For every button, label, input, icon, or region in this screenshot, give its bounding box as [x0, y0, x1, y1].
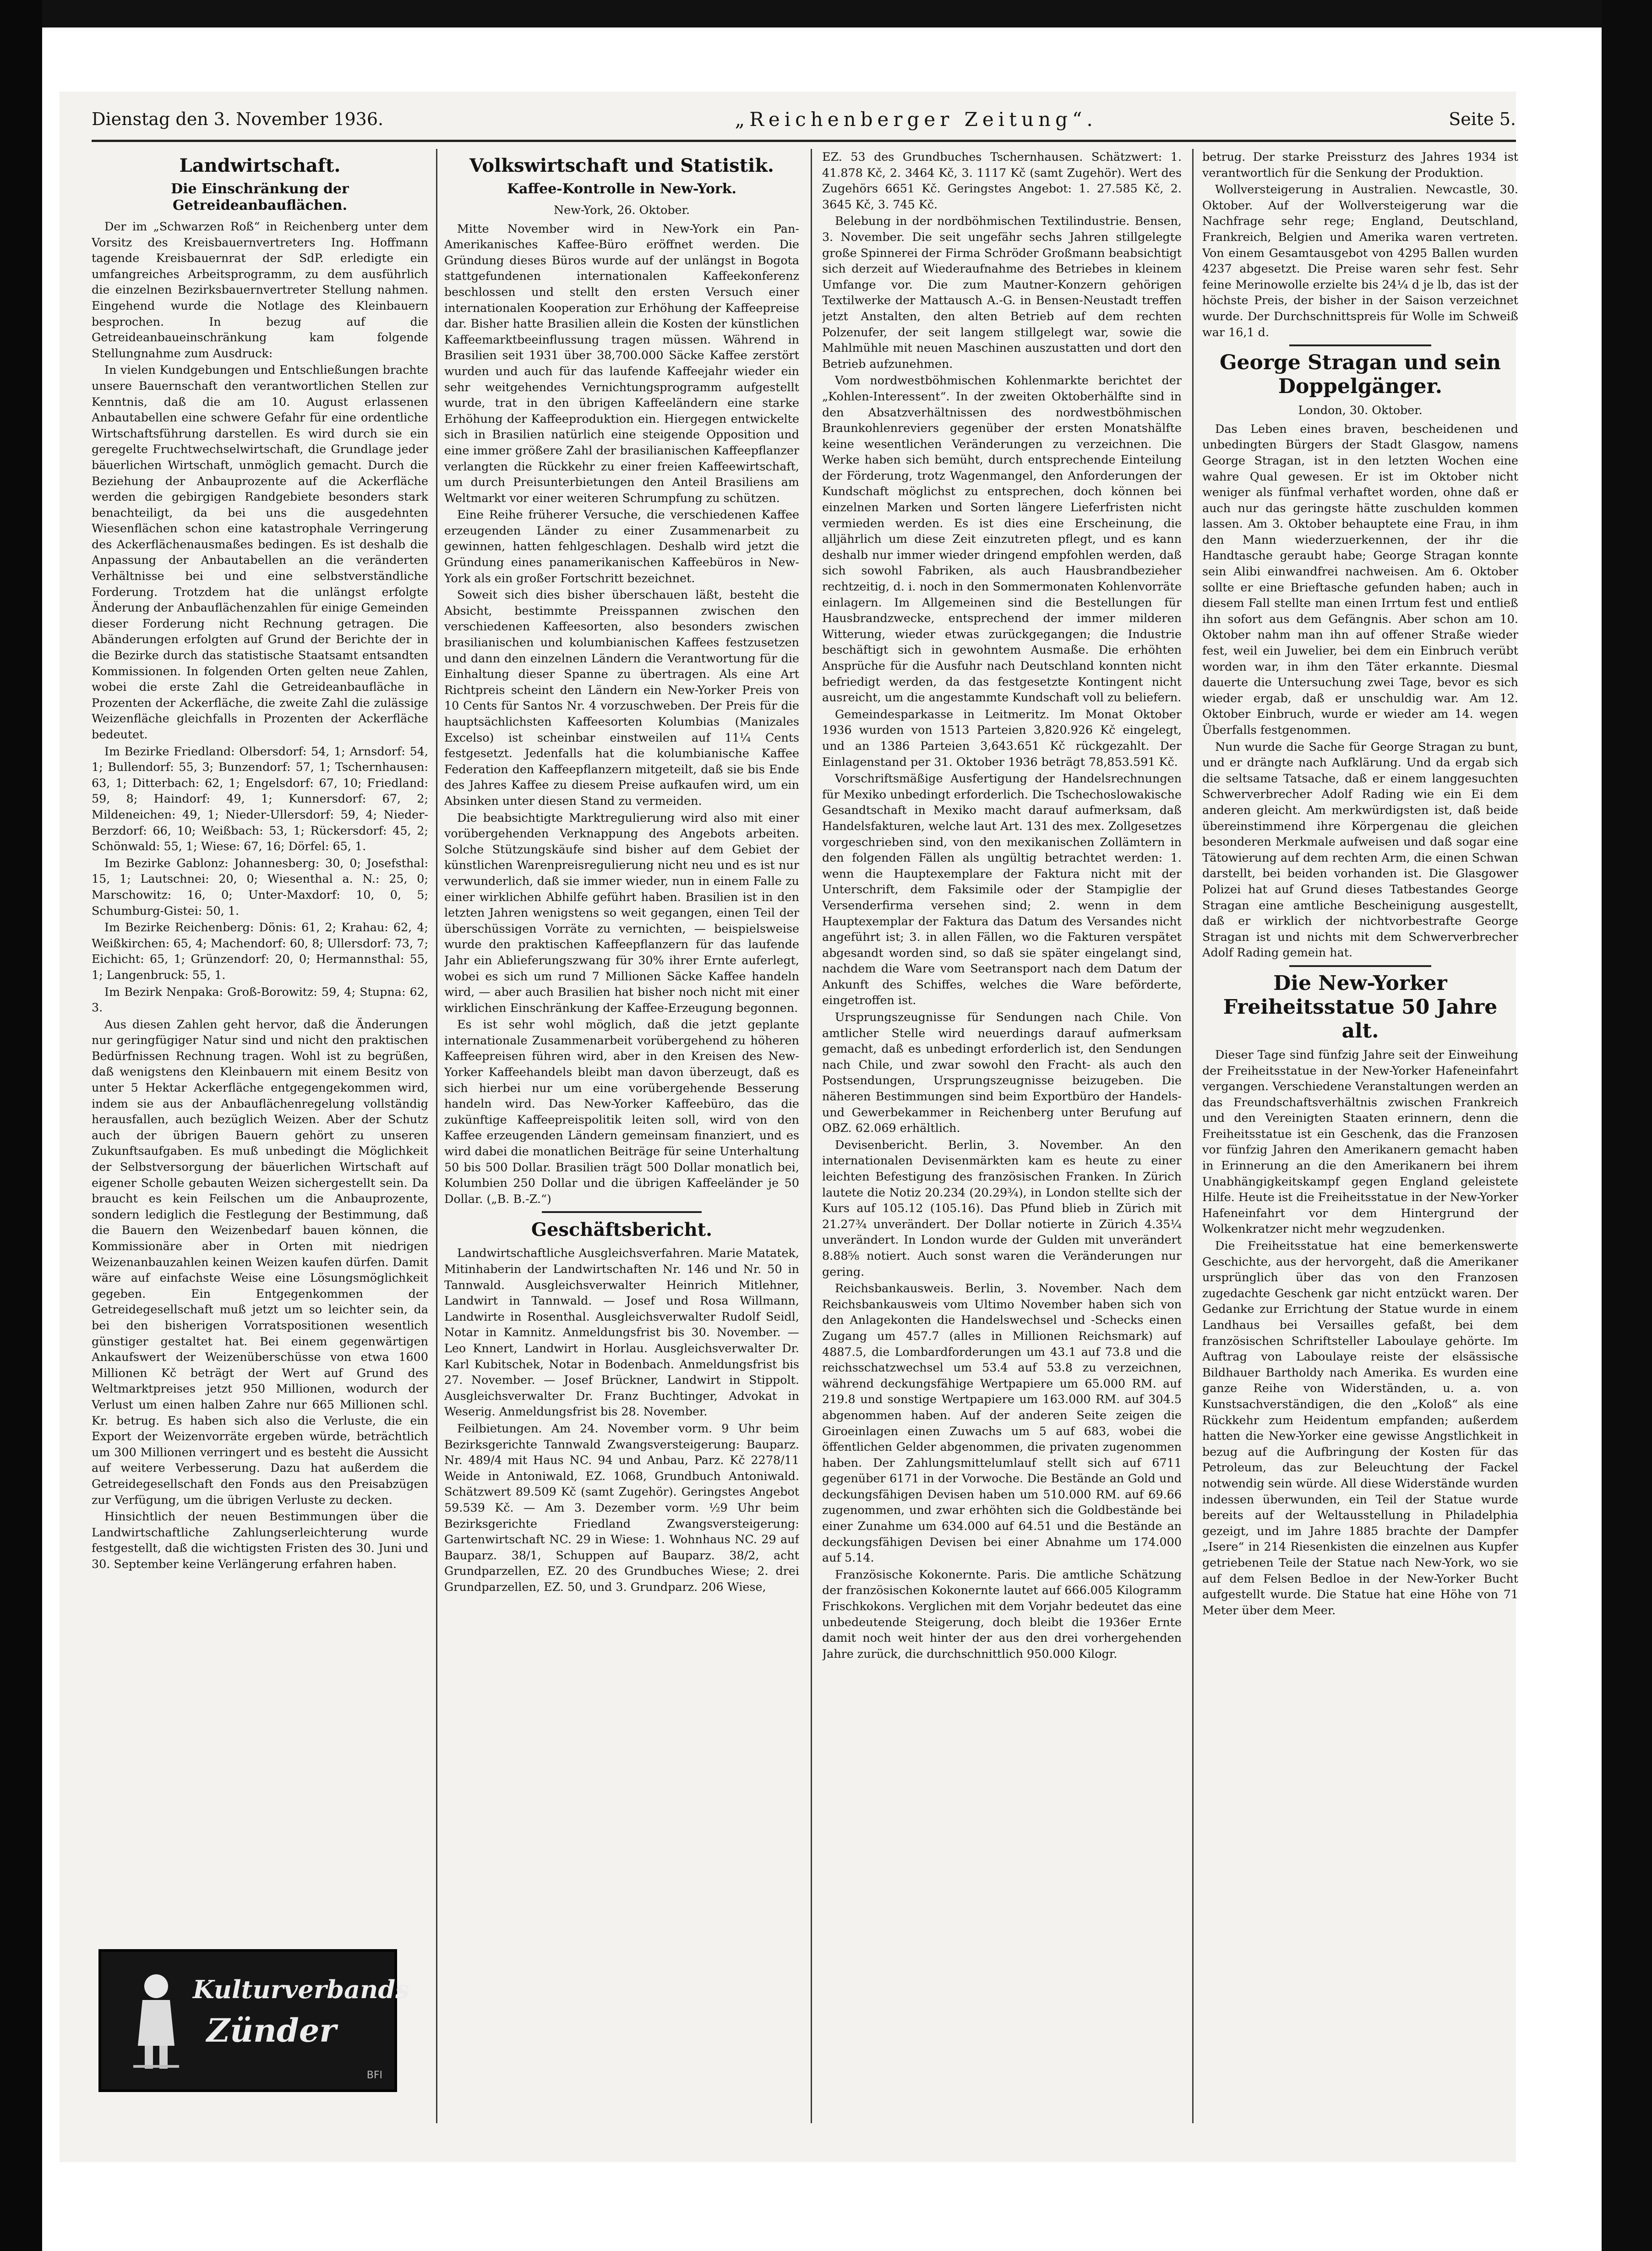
notice-paragraph: Feilbietungen. Am 24. November vorm. 9 Uhr beim Bezirksgerichte Tannwald Zwangsversteigerung: Bauparz. Nr. 489/4 mit Haus NC. 94 und Anbau, Parz. Kč 2278/11 Weide in Antoniwald, EZ. 1068, Grundbuch Antoniwald. Schätzwert 89.509 Kč (samt Zugehör). Geringstes Angebot 59.539 Kč. — Am 3. Dezember vorm. ½9 Uhr beim Bezirksgerichte Friedland Zwangsversteigerung: Gartenwirtschaft NC. 29 in Wiese: 1. Wohnhaus NC. 29 auf Bauparz. 38/1, Schuppen auf Bauparz. 38/2, acht Grundparzellen, EZ. 20 des Grundbuches Wiese; 2. drei Grundparzellen, EZ. 50, und 3. Grundparz. 206 Wiese,	[444, 1421, 799, 1594]
advertisement-kulturverbands-zuender	[98, 1949, 409, 2092]
article-paragraph: Mitte November wird in New-York ein Pan-Amerikanisches Kaffee-Büro eröffnet werden. Die Gründung dieses Büros wurde auf der unlängst in Bogota stattgefundenen internationalen Kaffeekonferenz beschlossen und stellt den ersten Versuch einer internationalen Kooperation zur Erhöhung der Kaffeepreise dar. Bisher hatte Brasilien allein die Kosten der künstlichen Kaffeemarktbeeinflussung tragen müssen. Während in Brasilien seit 1931 über 38,700.000 Säcke Kaffee zerstört wurden und auch für das laufende Kaffeejahr wieder ein sehr weitgehendes Vernichtungsprogramm aufgestellt wurde, trat in den übrigen Kaffeeländern eine starke Erhöhung der Kaffeeproduktion ein. Hiergegen entwickelte sich in Brasilien natürlich eine steigende Opposition und eine immer größere Zahl der brasilianischen Kaffeepflanzer verlangten die Rückkehr zu einer freien Kaffeewirtschaft, um durch Preisunterbietungen den Anteil Brasiliens am Weltmarkt vor einer weiteren Schrumpfung zu schützen.	[444, 221, 799, 505]
article-paragraph: Der im „Schwarzen Roß“ in Reichenberg unter dem Vorsitz des Kreisbauernvertreters Ing. Hoffmann tagende Kreisbauernrat der SdP. erledigte ein umfangreiches Arbeitsprogramm, zu dem ausführlich die einzelnen Bezirksbauernvertreter Stellung nahmen. Eingehend wurde die Notlage des Kleinbauern besprochen. In bezug auf die Getreideanbaueinschränkung kam folgende Stellungnahme zum Ausdruck:	[92, 219, 428, 360]
header-page-number: Seite 5.	[1449, 109, 1516, 129]
header-masthead: „Reichenberger Zeitung“.	[735, 108, 1097, 131]
column-agriculture	[92, 149, 428, 2174]
article-paragraph: Die beabsichtigte Marktregulierung wird also mit einer vorübergehenden Verknappung des Angebots arbeiten. Solche Stützungskäufe sind bisher auf dem Gebiet der künstlichen Warenpreisregulierung nicht neu und es ist nur verwunderlich, daß sie immer wieder, nun in einem Falle zu einer wirklichen Abhilfe geführt haben. Brasilien ist in den letzten Jahren wenigstens so weit gegangen, einen Teil der überschüssigen Vorräte zu vernichten, — beispielsweise wurde den praktischen Kaffeepflanzern für das laufende Jahr ein Ablieferungszwang für 30% ihrer Ernte auferlegt, wobei es sich um rund 7 Millionen Säcke Kaffee handeln wird, — aber auch Brasilien hat bisher noch nicht mit einer wirklichen Einschränkung der Kaffee-Erzeugung begonnen.	[444, 810, 799, 1015]
article-paragraph: Im Bezirke Friedland: Olbersdorf: 54, 1; Arnsdorf: 54, 1; Bullendorf: 55, 3; Bunzendorf: 57, 1; Tschernhausen: 63, 1; Ditterbach: 62, 1; Engelsdorf: 67, 10; Friedland: 59, 8; Haindorf: 49, 1; Kunnersdorf: 67, 2; Mildeneichen: 49, 1; Nieder-Ullersdorf: 59, 4; Nieder-Berzdorf: 66, 10; Weißbach: 53, 1; Rückersdorf: 45, 2; Schönwald: 55, 1; Wiese: 67, 16; Dörfel: 65, 1.	[92, 744, 428, 853]
section-divider	[1289, 344, 1432, 346]
notice-paragraph: Belebung in der nordböhmischen Textilindustrie. Bensen, 3. November. Die seit ungefähr sechs Jahren stillgelegte große Spinnerei der Firma Schröder Großmann beabsichtigt sich derzeit auf Wiederaufnahme des Betriebes in kleinem Umfange vor. Die zum Mautner-Konzern gehörigen Textilwerke der Mattausch A.-G. in Bensen-Neustadt treffen jetzt Anstalten, den alten Betrieb auf dem rechten Polzenufer, der seit langem stillgelegt war, sowie die Mahlmühle mit neuen Maschinen auszustatten und dort den Betrieb aufzunehmen.	[822, 214, 1182, 371]
article-title: Die New-Yorker Freiheitsstatue 50 Jahre alt.	[1223, 971, 1498, 1043]
article-paragraph: Im Bezirk Nenpaka: Groß-Borowitz: 59, 4; Stupna: 62, 3.	[92, 984, 428, 1015]
notice-paragraph: Landwirtschaftliche Ausgleichsverfahren. Marie Matatek, Mitinhaberin der Landwirtschaften Nr. 146 und Nr. 50 in Tannwald. Ausgleichsverwalter Heinrich Mitlehner, Landwirt in Tannwald. — Josef und Rosa Willmann, Landwirte in Rosenthal. Ausgleichsverwalter Rudolf Seidl, Notar in Kamnitz. Anmeldungsfrist bis 30. November. — Leo Knnert, Landwirt in Horlau. Ausgleichsverwalter Dr. Karl Kubitschek, Notar in Bodenbach. Anmeldungsfrist bis 27. November. — Josef Brückner, Landwirt in Stippolt. Ausgleichsverwalter Dr. Franz Buchtinger, Advokat in Weserig. Anmeldungsfrist bis 28. November.	[444, 1246, 799, 1419]
scan-border-top	[0, 0, 1652, 27]
section-divider	[1289, 965, 1432, 967]
article-paragraph: Eine Reihe früherer Versuche, die verschiedenen Kaffee erzeugenden Länder zu einer Zusammenarbeit zu gewinnen, hatten fehlgeschlagen. Deshalb wird jetzt die Gründung eines panamerikanischen Kaffeebüros in New-York als ein großer Fortschritt bezeichnet.	[444, 508, 799, 585]
article-title: George Stragan und sein Doppelgänger.	[1219, 351, 1501, 399]
notice-paragraph: EZ. 53 des Grundbuches Tschernhausen. Schätzwert: 1. 41.878 Kč, 2. 3464 Kč, 3. 1117 Kč (samt Zugehör). Wert des Zugehörs 6651 Kč. Geringstes Angebot: 1. 27.585 Kč, 2. 3645 Kč, 3. 745 Kč.	[822, 150, 1182, 211]
page-header	[92, 103, 1516, 135]
article-paragraph: Das Leben eines braven, bescheidenen und unbedingten Bürgers der Stadt Glasgow, namens George Stragan, ist in den letzten Wochen eine wahre Qual gewesen. Er ist im Oktober nicht weniger als fünfmal verhaftet worden, ohne daß er auch nur das geringste hätte zuschulden kommen lassen. Am 3. Oktober behauptete eine Frau, in ihm den Mann wiederzuerkennen, der ihr die Handtasche geraubt habe; George Stragan konnte sein Alibi einwandfrei nachweisen. Am 6. Oktober sollte er eine Brieftasche gefunden haben; auch in diesem Fall stellte man einen Irrtum fest und entließ ihn sofort aus dem Gefängnis. Aber schon am 10. Oktober nahm man ihn auf offener Straße wieder fest, weil ein Juwelier, bei dem ein Einbruch verübt worden war, in ihm den Täter erkannte. Diesmal dauerte die Untersuchung zwei Tage, bevor es sich wieder ergab, daß er unschuldig war. Am 12. Oktober Einbruch, wurde er wieder am 14. wegen Überfalls festgenommen.	[1202, 421, 1518, 737]
ad-title-line1: Kulturverbands	[193, 1975, 409, 2004]
article-paragraph: Aus diesen Zahlen geht hervor, daß die Änderungen nur geringfügiger Natur sind und nicht den praktischen Bedürfnissen Rechnung tragen. Wohl ist zu begrüßen, daß wenigstens den Kleinbauern mit einem Besitz von unter 5 Hektar Ackerfläche entgegengekommen wird, indem sie aus der Anbauflächenregelung vollständig herausfallen, auch bezüglich Weizen. Aber der Schutz auch der übrigen Bauern gehört zu unseren Zukunftsaufgaben. Es muß unbedingt die Möglichkeit der Selbstversorgung der bäuerlichen Wirtschaft auf eigener Scholle gebauten Weizen sichergestellt sein. Da braucht es kein Feilschen um die Anbauprozente, sondern lediglich die Festlegung der Bestimmung, daß die Bauern den Weizenbedarf bauen können, die Kommissionäre aber in Orten mit niedrigen Weizenanbauzahlen keinen Weizen kaufen dürfen. Damit wäre auf einfachste Weise eine Lösungsmöglichkeit gegeben. Ein Entgegenkommen der Getreidegesellschaft muß jetzt um so leichter sein, da bei den bisherigen Vorratspositionen wesentlich günstiger gestaltet hat. Bei einem gegenwärtigen Ankaufswert der Weizenüberschüsse von etwa 1600 Millionen Kč beträgt der Wert auf Grund des Weltmarktpreises jetzt 950 Millionen, wodurch der Verlust um einen halben Zahre nur 665 Millionen schl. Kr. betrug. Es haben sich also die Verluste, die ein Export der Weizenvorräte ergeben würde, beträchtlich um 300 Millionen verringert und es besteht die Aussicht auf weitere Verbesserung. Dazu hat außerdem die Getreidegesellschaft den Fonds aus den Preisabzügen zur Verfügung, um die übrigen Verluste zu decken.	[92, 1017, 428, 1507]
notice-paragraph: Vorschriftsmäßige Ausfertigung der Handelsrechnungen für Mexiko unbedingt erforderlich. Die Tschechoslowakische Gesandtschaft in Mexiko macht darauf aufmerksam, daß Handelsfakturen, welche laut Art. 131 des mex. Zollgesetzes vorgeschrieben sind, von den mexikanischen Zollämtern in den folgenden Fällen als ungültig betrachtet werden: 1. wenn die Hauptexemplare der Faktura nicht mit der Unterschrift, dem Faksimile oder der Stampiglie der Versenderfirma versehen sind; 2. wenn in dem Hauptexemplar der Faktura das Datum des Versandes nicht angeführt ist; 3. in allen Fällen, wo die Fakturen verspätet abgesandt worden sind, so daß sie später eingelangt sind, nachdem die Ware vom Seetransport nach dem Datum der Ankunft des Schiffes, welches die Ware beförderte, eingetroffen ist.	[822, 771, 1182, 1007]
article-dateline: London, 30. Oktober.	[1298, 403, 1423, 417]
notice-paragraph: Reichsbankausweis. Berlin, 3. November. Nach dem Reichsbankausweis vom Ultimo November haben sich von den Anlagekonten die Handelswechsel und -Schecks einen Zugang um 457.7 (alles in Millionen Reichsmark) auf 4887.5, die Lombardforderungen um 43.1 auf 73.8 und die reichsschatzwechsel um 53.4 auf 53.8 zu verzeichnen, während deckungsfähige Wertpapiere um 65.000 RM. auf 219.8 und sonstige Wertpapiere um 163.000 RM. auf 304.5 abgenommen haben. Auf der anderen Seite zeigen die Giroeinlagen einen Zuwachs um 5 auf 683, wobei die öffentlichen Gelder abgenommen, die privaten zugenommen haben. Der Zahlungsmittelumlauf stellt sich auf 6711 gegenüber 6171 in der Vorwoche. Die Bestände an Gold und deckungsfähigen Devisen haben um 510.000 RM. auf 69.66 zugenommen, und zwar erhöhten sich die Goldbestände bei einer Zunahme um 634.000 auf 64.51 und die Bestände an deckungsfähigen Devisen bei einer Abnahme um 174.000 auf 5.14.	[822, 1281, 1182, 1565]
article-title: Die Einschränkung der Getreideanbauflächen.	[171, 181, 349, 213]
child-figure-icon	[129, 1968, 184, 2073]
notice-paragraph: Französische Kokonernte. Paris. Die amtliche Schätzung der französischen Kokonernte lautet auf 666.005 Kilogramm Frischkokons. Verglichen mit dem Vorjahr bedeutet das eine unbedeutende Steigerung, doch bleibt die 1936er Ernte damit noch weit hinter der aus den drei vorhergehenden Jahre zurück, die durchschnittlich 950.000 Kilogr.	[822, 1567, 1182, 1661]
article-paragraph: Soweit sich dies bisher überschauen läßt, besteht die Absicht, bestimmte Preisspannen zwischen den verschiedenen Kaffeesorten, also besonders zwischen brasilianischen und kolumbianischen Kaffees festzusetzen und dann den einzelnen Ländern die Verantwortung für die Einhaltung dieser Spanne zu übertragen. Als eine Art Richtpreis scheint den Ländern ein New-Yorker Preis von 10 Cents für Santos Nr. 4 vorzuschweben. Der Preis für die hauptsächlichsten Kaffeesorten Kolumbias (Manizales Excelso) ist scheinbar einstweilen auf 11¼ Cents festgesetzt. Jedenfalls hat die kolumbianische Kaffee Federation den Kaffeepflanzern mitgeteilt, daß sie bis Ende des Jahres Kaffee zu diesem Preise aufkaufen wird, um ein Absinken unter diesen Stand zu vermeiden.	[444, 588, 799, 808]
article-paragraph: Im Bezirke Reichenberg: Dönis: 61, 2; Krahau: 62, 4; Weißkirchen: 65, 4; Machendorf: 60, 8; Ullersdorf: 73, 7; Eichicht: 65, 1; Grünzendorf: 20, 0; Hermannsthal: 55, 1; Langenbruck: 55, 1.	[92, 920, 428, 982]
notice-paragraph: Devisenbericht. Berlin, 3. November. An den internationalen Devisenmärkten kam es heute zu einer leichten Befestigung des französischen Franken. In Zürich lautete die Notiz 20.234 (20.29¾), in London stellte sich der Kurs auf 105.12 (105.16). Das Pfund blieb in Zürich mit 21.27¾ unverändert. Der Dollar notierte in Zürich 4.35¼ unverändert. In London wurde der Gulden mit unverändert 8.88⅝ notiert. Auch sonst waren die Veränderungen nur gering.	[822, 1137, 1182, 1278]
scan-border-left	[0, 0, 42, 2251]
column-economy	[444, 149, 799, 2174]
section-divider	[542, 1211, 702, 1213]
notice-paragraph: betrug. Der starke Preissturz des Jahres 1934 ist verantwortlich für die Senkung der Produktion.	[1202, 150, 1518, 180]
article-paragraph: In vielen Kundgebungen und Entschließungen brachte unsere Bauernschaft den verantwortlichen Stellen zur Kenntnis, daß die am 10. August erlassenen Anbautabellen eine schwere Gefahr für eine ordentliche Wirtschaftsführung darstellen. Es wird durch sie ein geregelte Fruchtwechselwirtschaft, die Grundlage jeder bäuerlichen Wirtschaft, unmöglich gemacht. Durch die Beziehung der Anbauprozente auf die Ackerfläche werden die gebirgigen Randgebiete besonders stark benachteiligt, da bei uns die ausgedehnten Wiesenflächen schon eine katastrophale Verringerung des Ackerflächenausmaßes bedingen. Es ist deshalb die Anpassung der Anbautabellen an die veränderten Verhältnisse bei und eine selbstverständliche Forderung. Trotzdem hat die unlängst erfolgte Änderung der Anbauflächenzahlen für einige Gemeinden dieser Forderung nicht Rechnung getragen. Die Abänderungen erfolgten auf Grund der Berichte der in die Bezirke durch das statistische Staatsamt entsandten Kommissionen. In folgenden Orten gelten neue Zahlen, wobei die erste Zahl die Getreideanbaufläche in Prozenten der Ackerfläche, die zweite Zahl die zulässige Weizenfläche gleichfalls in Prozenten der Ackerfläche bedeutet.	[92, 363, 428, 741]
column-rule	[436, 149, 437, 2123]
article-paragraph: Dieser Tage sind fünfzig Jahre seit der Einweihung der Freiheitsstatue in der New-Yorker Hafeneinfahrt vergangen. Verschiedene Veranstaltungen werden an das Freundschaftsverhältnis zwischen Frankreich und den Vereinigten Staaten erinnern, denn die Freiheitsstatue ist ein Geschenk, das die Franzosen vor fünfzig Jahren den Amerikanern gemacht haben in Erinnerung an die den Amerikanern bei ihrem Unabhängigkeitskampf gegen England geleistete Hilfe. Heute ist die Freiheitsstatue in der New-Yorker Hafeneinfahrt vor dem Hintergrund der Wolkenkratzer nicht mehr wegzudenken.	[1202, 1047, 1518, 1236]
article-title: Kaffee-Kontrolle in New-York.	[507, 181, 736, 197]
article-paragraph: Hinsichtlich der neuen Bestimmungen über die Landwirtschaftliche Zahlungserleichterung wurde festgestellt, daß die wichtigsten Fristen des 30. Juni und 30. September keine Verlängerung erfahren haben.	[92, 1509, 428, 1571]
scan-border-right	[1602, 0, 1652, 2251]
article-paragraph: Es ist sehr wohl möglich, daß die jetzt geplante internationale Zusammenarbeit vorübergehend zu höheren Kaffeepreisen führen wird, aber in den Kreisen des New-Yorker Kaffeehandels bleibt man davon überzeugt, daß es sich hierbei nur um eine vorübergehende Besserung handeln wird. Das New-Yorker Kaffeebüro, das die zukünftige Kaffeepreispolitik leiten soll, wird von den Kaffee erzeugenden Ländern gemeinsam finanziert, und es wird dabei die monatlichen Beiträge für seine Unterhaltung 50 bis 500 Dollar. Brasilien trägt 500 Dollar monatlich bei, Kolumbien 250 Dollar und die übrigen Kaffeeländer je 50 Dollar. („B. B.-Z.“)	[444, 1017, 799, 1206]
section-heading: Volkswirtschaft und Statistik.	[469, 155, 774, 176]
column-business-notices	[822, 149, 1182, 2174]
section-heading: Geschäftsbericht.	[531, 1219, 713, 1241]
notice-paragraph: Gemeindesparkasse in Leitmeritz. Im Monat Oktober 1936 wurden von 1513 Parteien 3,820.926 Kč eingelegt, und an 1386 Parteien 3,643.651 Kč rückgezahlt. Der Einlagenstand per 31. Oktober 1936 beträgt 78,853.591 Kč.	[822, 707, 1182, 769]
article-paragraph: Die Freiheitsstatue hat eine bemerkenswerte Geschichte, aus der hervorgeht, daß die Amerikaner ursprünglich über das von den Franzosen zugedachte Geschenk gar nicht entzückt waren. Der Gedanke zur Errichtung der Statue wurde in einem Landhaus bei Versailles gefaßt, bei dem französischen Schriftsteller Laboulaye gehörte. Im Auftrag von Laboulaye reiste der elsässische Bildhauer Bartholdy nach Amerika. Es wurden eine ganze Reihe von Widerständen, u. a. von Kunstsachverständigen, die den „Koloß“ als eine Rückkehr zum Heidentum empfanden; außerdem hatten die New-Yorker eine gewisse Angstlichkeit in bezug auf die Aufbringung der Kosten für das Petroleum, das zur Beleuchtung der Fackel notwendig sein würde. All diese Widerstände wurden indessen überwunden, ein Teil der Statue wurde bereits auf der Weltausstellung in Philadelphia gezeigt, und im Jahre 1885 brachte der Dampfer „Isere“ in 214 Riesenkisten die einzelnen aus Kupfer getriebenen Teile der Statue nach New-York, wo sie auf dem Felsen Bedloe in der New-Yorker Bucht aufgestellt wurde. Die Statue hat eine Höhe von 71 Meter über dem Meer.	[1202, 1239, 1518, 1617]
ad-mark: BFI	[366, 2070, 382, 2081]
notice-paragraph: Vom nordwestböhmischen Kohlenmarkte berichtet der „Kohlen-Interessent“. In der zweiten Oktoberhälfte sind in den Absatzverhältnissen des nordwestböhmischen Braunkohlenreviers gegenüber der ersten Monatshälfte keine wesentlichen Veränderungen zu verzeichnen. Die Werke haben sich bemüht, durch entsprechende Einteilung der Förderung, trotz Wagenmangel, den Anforderungen der Kundschaft möglichst zu entsprechen, doch können bei einzelnen Marken und Sorten längere Lieferfristen nicht vermieden werden. Es ist dies eine Erscheinung, die alljährlich um diese Zeit einzutreten pflegt, und es kann deshalb nur immer wieder dringend empfohlen werden, daß sich sowohl Fabriken, als auch Hausbrandbezieher rechtzeitig, d. i. noch in den Sommermonaten Kohlenvorräte einlagern. Im Allgemeinen sind die Bestellungen für Hausbrandzwecke, entsprechend der immer milderen Witterung, wieder etwas zurückgegangen; die Industrie beschäftigt sich in gewohntem Ausmaße. Die erhöhten Ansprüche für die Ausfuhr nach Deutschland konnten nicht befriedigt werden, da das festgesetzte Kontingent nicht ausreicht, um die angestammte Kundschaft voll zu beliefern.	[822, 373, 1182, 705]
column-rule	[1192, 149, 1194, 2123]
ad-title-line2: Zünder	[207, 2011, 337, 2049]
notice-paragraph: Ursprungszeugnisse für Sendungen nach Chile. Von amtlicher Stelle wird neuerdings darauf aufmerksam gemacht, daß es unbedingt erforderlich ist, den Sendungen nach Chile, und zwar sowohl den Fracht- als auch den Postsendungen, Ursprungszeugnisse beizugeben. Die näheren Bestimmungen sind beim Exportbüro der Handels- und Gewerbekammer in Reichenberg unter Berufung auf OBZ. 62.069 erhältlich.	[822, 1010, 1182, 1135]
article-dateline: New-York, 26. Oktober.	[553, 203, 690, 217]
article-paragraph: Im Bezirke Gablonz: Johannesberg: 30, 0; Josefsthal: 15, 1; Lautschnei: 20, 0; Wiesenthal a. N.: 25, 0; Marschowitz: 16, 0; Unter-Maxdorf: 10, 0, 5; Schumburg-Gistei: 50, 1.	[92, 856, 428, 918]
header-rule	[92, 140, 1516, 142]
article-paragraph: Nun wurde die Sache für George Stragan zu bunt, und er drängte nach Aufklärung. Und da ergab sich die seltsame Tatsache, daß er einem langgesuchten Schwerverbrecher Adolf Rading wie ein Ei dem anderen gleicht. Am merkwürdigsten ist, daß beide übereinstimmend ihre Körpergenau die gleichen besonderen Merkmale aufweisen und daß sogar eine Tätowierung auf dem rechten Arm, die einen Schwan darstellt, bei beiden vorhanden ist. Die Glasgower Polizei hat auf Grund dieses Tatbestandes George Stragan eine amtliche Bescheinigung ausgestellt, daß er wirklich der nichtvorbestrafte George Stragan ist und nichts mit dem Schwerverbrecher Adolf Rading gemein hat.	[1202, 739, 1518, 960]
column-miscellany	[1202, 149, 1518, 2174]
notice-paragraph: Wollversteigerung in Australien. Newcastle, 30. Oktober. Auf der Wollversteigerung war die Nachfrage sehr rege; England, Deutschland, Frankreich, Belgien und Amerika waren vertreten. Von einem Gesamtausgebot von 4295 Ballen wurden 4237 abgesetzt. Die Preise waren sehr fest. Sehr feine Merinowolle erzielte bis 24¼ d je lb, das ist der höchste Preis, der bisher in der Saison verzeichnet wurde. Der Durchschnittspreis für Wolle im Schweiß war 16,1 d.	[1202, 182, 1518, 339]
section-heading: Landwirtschaft.	[179, 155, 341, 176]
column-rule	[811, 149, 812, 2123]
header-date: Dienstag den 3. November 1936.	[92, 109, 384, 129]
